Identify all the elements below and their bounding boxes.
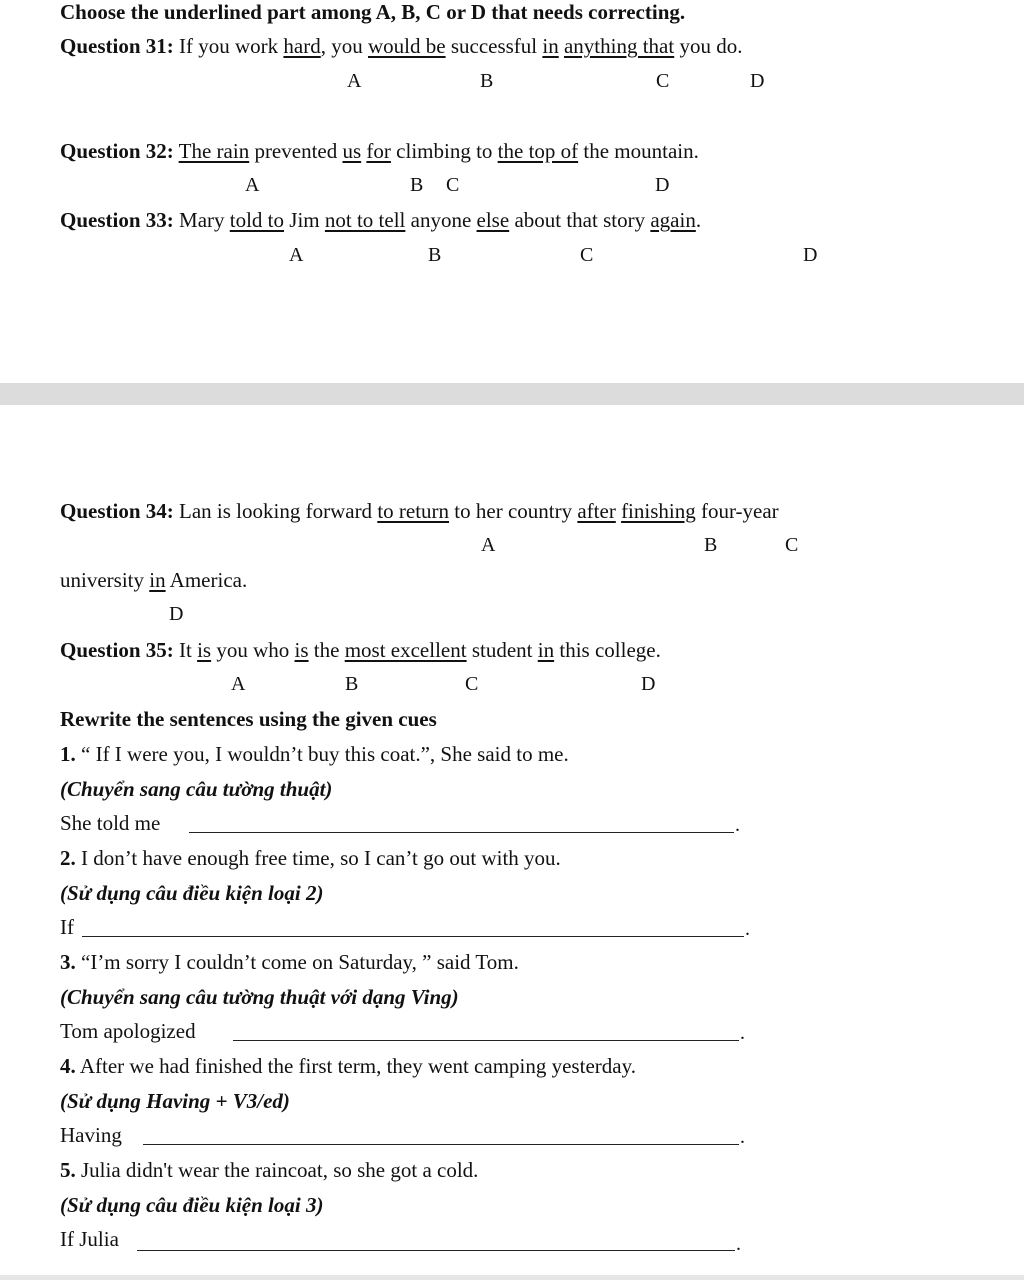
underlined-option-c: most excellent [344, 638, 467, 662]
text-segment: Lan is looking forward [179, 499, 378, 523]
underlined-option-c: in [542, 34, 559, 58]
option-label-d: D [641, 673, 656, 695]
item-number: 3. [60, 950, 76, 974]
answer-end-2: . [745, 918, 750, 940]
underlined-option-b: after [577, 499, 616, 523]
option-label-b: B [480, 70, 494, 92]
item-number: 4. [60, 1054, 76, 1078]
section-heading-correcting: Choose the underlined part among A, B, C or D that needs correcting. [60, 0, 686, 24]
text-segment: successful [445, 34, 543, 58]
text-segment: you do. [674, 34, 743, 58]
text-segment: about that story [509, 208, 651, 232]
answer-start-1: She told me [60, 811, 161, 835]
option-label-b: B [345, 673, 359, 695]
answer-blank-3[interactable] [233, 1022, 739, 1041]
option-label-d: D [803, 244, 818, 266]
underlined-option-b: would be [368, 34, 446, 58]
option-label-c: C [785, 534, 799, 556]
option-label-a: A [245, 174, 260, 196]
option-label-c: C [580, 244, 594, 266]
text-segment: student [466, 638, 538, 662]
underlined-option-b: is [294, 638, 309, 662]
rewrite-cue-1: (Chuyển sang câu tường thuật) [60, 777, 333, 801]
bottom-edge [0, 1275, 1024, 1280]
answer-end-3: . [740, 1022, 745, 1044]
option-label-a: A [289, 244, 304, 266]
rewrite-item-3 [60, 950, 519, 974]
section-heading-rewrite: Rewrite the sentences using the given cues [60, 707, 437, 731]
underlined-option-d: the top of [497, 139, 579, 163]
text-segment: to her country [449, 499, 578, 523]
underlined-option-a: told to [229, 208, 285, 232]
text-segment: , you [320, 34, 368, 58]
text-segment: . [695, 208, 702, 232]
answer-end-5: . [736, 1233, 741, 1255]
text-segment: Mary [179, 208, 230, 232]
text-segment: America. [165, 568, 248, 592]
option-label-a: A [481, 534, 496, 556]
question-35-number: Question 35: [60, 638, 174, 662]
rewrite-item-1 [60, 742, 569, 766]
option-label-b: B [410, 174, 424, 196]
item-number: 1. [60, 742, 76, 766]
text-segment: this college. [554, 638, 661, 662]
text-segment: It [179, 638, 198, 662]
option-label-c: C [656, 70, 670, 92]
question-31-number: Question 31: [60, 34, 174, 58]
answer-start-5: If Julia [60, 1227, 119, 1251]
underlined-option-d: anything that [563, 34, 675, 58]
rewrite-item-4 [60, 1054, 636, 1078]
text-segment: Jim [284, 208, 325, 232]
rewrite-cue-5: (Sử dụng câu điều kiện loại 3) [60, 1193, 324, 1217]
underlined-option-d: in [537, 638, 555, 662]
text-segment: anyone [405, 208, 477, 232]
answer-blank-5[interactable] [137, 1232, 735, 1251]
option-label-d: D [655, 174, 670, 196]
item-sentence: I don’t have enough free time, so I can’t go out with you. [75, 846, 561, 870]
question-34-number: Question 34: [60, 499, 174, 523]
question-32 [60, 139, 699, 163]
rewrite-cue-4: (Sử dụng Having + V3/ed) [60, 1089, 290, 1113]
item-sentence: “I’m sorry I couldn’t come on Saturday, ” said Tom. [75, 950, 519, 974]
page-2 [0, 405, 1024, 1275]
option-label-b: B [704, 534, 718, 556]
option-label-a: A [347, 70, 362, 92]
item-sentence: Julia didn't wear the raincoat, so she got a cold. [75, 1158, 479, 1182]
item-sentence: After we had finished the first term, they went camping yesterday. [75, 1054, 636, 1078]
underlined-option-d: again [650, 208, 696, 232]
underlined-option-a: to return [377, 499, 450, 523]
underlined-option-c: else [476, 208, 510, 232]
question-33 [60, 208, 701, 232]
text-segment: four-year [695, 499, 779, 523]
answer-blank-1[interactable] [189, 814, 734, 833]
text-segment: you who [211, 638, 295, 662]
answer-start-3: Tom apologized [60, 1019, 196, 1043]
underlined-option-b: us [342, 139, 362, 163]
option-label-c: C [446, 174, 460, 196]
answer-blank-2[interactable] [82, 918, 744, 937]
answer-blank-4[interactable] [143, 1126, 739, 1145]
page-1 [0, 0, 1024, 383]
option-label-c: C [465, 673, 479, 695]
answer-end-1: . [735, 814, 740, 836]
item-number: 2. [60, 846, 76, 870]
rewrite-item-2 [60, 846, 561, 870]
item-number: 5. [60, 1158, 76, 1182]
text-segment: the [308, 638, 345, 662]
rewrite-item-5 [60, 1158, 478, 1182]
answer-end-4: . [740, 1126, 745, 1148]
item-sentence: “ If I were you, I wouldn’t buy this coat.”, She said to me. [75, 742, 569, 766]
text-segment: climbing to [390, 139, 498, 163]
question-32-number: Question 32: [60, 139, 174, 163]
underlined-option-a: is [197, 638, 212, 662]
question-34 [60, 499, 779, 523]
question-34-continued [60, 568, 247, 592]
rewrite-cue-3: (Chuyển sang câu tường thuật với dạng Ving) [60, 985, 459, 1009]
text-segment: prevented [249, 139, 343, 163]
underlined-option-c: for [366, 139, 391, 163]
answer-start-4: Having [60, 1123, 122, 1147]
underlined-option-a: hard [283, 34, 321, 58]
option-label-a: A [231, 673, 246, 695]
option-label-b: B [428, 244, 442, 266]
question-31 [60, 34, 742, 58]
answer-start-2: If [60, 915, 74, 939]
underlined-option-d: in [149, 568, 166, 592]
rewrite-cue-2: (Sử dụng câu điều kiện loại 2) [60, 881, 324, 905]
question-35 [60, 638, 661, 662]
page-separator [0, 383, 1024, 405]
option-label-d: D [169, 603, 184, 625]
underlined-option-a: The rain [178, 139, 250, 163]
text-segment: If you work [179, 34, 284, 58]
text-segment: the mountain. [578, 139, 699, 163]
underlined-option-b: not to tell [324, 208, 406, 232]
question-33-number: Question 33: [60, 208, 174, 232]
text-segment: university [60, 568, 150, 592]
option-label-d: D [750, 70, 765, 92]
underlined-option-c: finishing [621, 499, 696, 523]
